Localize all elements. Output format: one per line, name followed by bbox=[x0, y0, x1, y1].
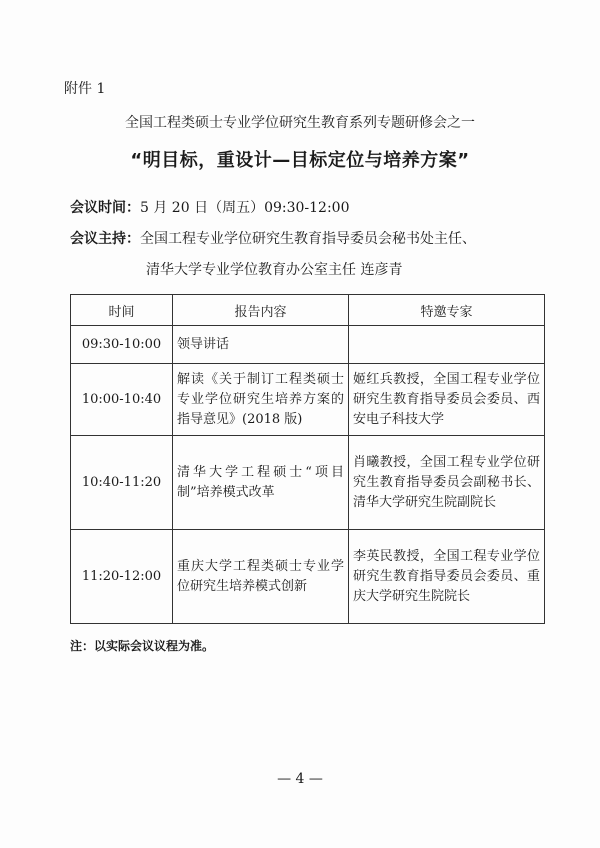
main-title: “明目标，重设计—目标定位与培养方案” bbox=[130, 150, 470, 171]
page-number: — 4 — bbox=[277, 771, 323, 787]
row-time: 10:00-10:40 bbox=[71, 364, 173, 436]
meeting-host-line2: 清华大学专业学位教育办公室主任 连彦青 bbox=[146, 262, 403, 278]
row-time: 10:40-11:20 bbox=[71, 436, 173, 530]
meeting-time-label: 会议时间： bbox=[70, 200, 140, 216]
row-content: 清华大学工程硕士“项目制”培养模式改革 bbox=[173, 436, 349, 530]
row-expert: 肖曦教授，全国工程专业学位研究生教育指导委员会副秘书长、清华大学研究生院副院长 bbox=[349, 436, 545, 530]
meeting-time-value: 5 月 20 日（周五）09:30-12:00 bbox=[140, 200, 350, 216]
table-row bbox=[71, 364, 545, 436]
meeting-time bbox=[70, 197, 350, 217]
row-time: 09:30-10:00 bbox=[71, 326, 173, 364]
schedule-table bbox=[70, 294, 545, 624]
table-row bbox=[71, 530, 545, 624]
attachment-label: 附件 1 bbox=[64, 81, 106, 97]
header-expert: 特邀专家 bbox=[349, 295, 545, 326]
row-content: 解读《关于制订工程类硕士专业学位研究生培养方案的指导意见》(2018 版) bbox=[173, 364, 349, 436]
header-time: 时间 bbox=[71, 295, 173, 326]
row-expert: 姬红兵教授，全国工程专业学位研究生教育指导委员会委员、西安电子科技大学 bbox=[349, 364, 545, 436]
meeting-host-label: 会议主持： bbox=[70, 231, 140, 247]
table-header-row bbox=[71, 295, 545, 326]
row-content: 重庆大学工程类硕士专业学位研究生培养模式创新 bbox=[173, 530, 349, 624]
header-content: 报告内容 bbox=[173, 295, 349, 326]
row-time: 11:20-12:00 bbox=[71, 530, 173, 624]
footnote: 注：以实际会议议程为准。 bbox=[70, 639, 215, 653]
meeting-host-line1: 全国工程专业学位研究生教育指导委员会秘书处主任、 bbox=[140, 231, 476, 247]
row-expert bbox=[349, 326, 545, 364]
meeting-host bbox=[70, 228, 476, 248]
row-expert: 李英民教授，全国工程专业学位研究生教育指导委员会委员、重庆大学研究生院院长 bbox=[349, 530, 545, 624]
series-title: 全国工程类硕士专业学位研究生教育系列专题研修会之一 bbox=[125, 115, 475, 131]
table-row bbox=[71, 436, 545, 530]
row-content: 领导讲话 bbox=[173, 326, 349, 364]
table-row bbox=[71, 326, 545, 364]
